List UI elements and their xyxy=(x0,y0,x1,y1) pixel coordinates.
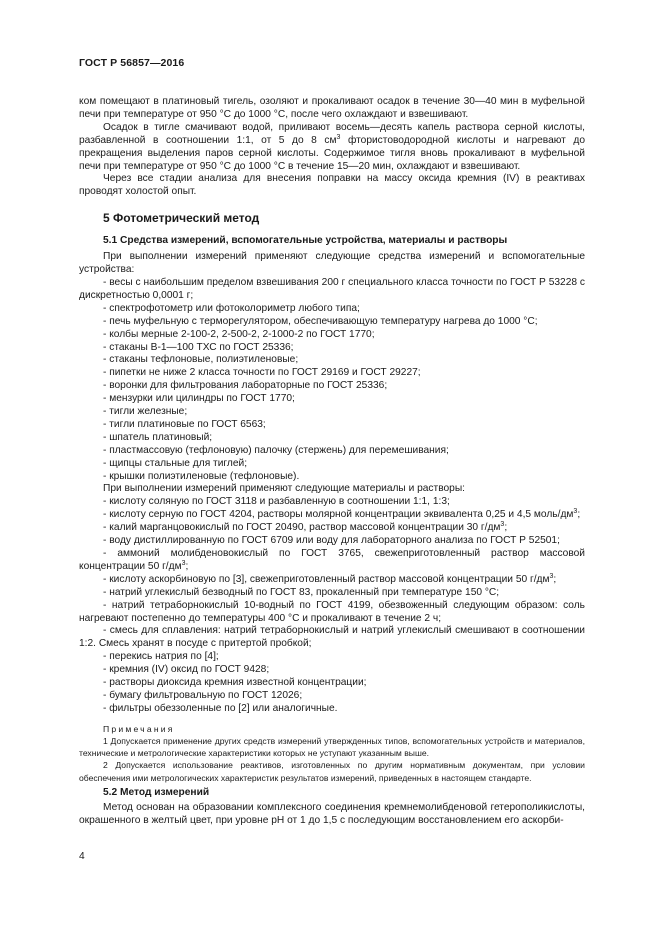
intro-paragraph-3: Через все стадии анализа для внесения поправки на массу оксида кремния (IV) в реактивах проводят холостой опыт. xyxy=(79,173,585,198)
device-item: - мензурки или цилиндры по ГОСТ 1770; xyxy=(103,393,295,405)
devices-intro: При выполнении измерений применяют следующие средства измерений и вспомогательные устройства: xyxy=(79,251,585,276)
notes-title: Примечания xyxy=(103,723,175,734)
device-item: - печь муфельную с терморегулятором, обеспечивающую температуру нагрева до 1000 °С; xyxy=(103,315,538,327)
material-item: - воду дистиллированную по ГОСТ 6709 или воду для лабораторного анализа по ГОСТ Р 52501; xyxy=(103,535,560,547)
material-item: - бумагу фильтровальную по ГОСТ 12026; xyxy=(103,689,303,701)
intro-paragraph-2: Осадок в тигле смачивают водой, приливают восемь—десять капель раствора серной кислоты, разбавленной в соотношении 1:1, от 5 до 8 $см^3$ фтористоводородной кислоты и нагревают до прекращения выделения паров серной кислоты. Содержимое тигля вновь прокаливают в муфельной печи при температуре от 950 °С до 1000 °С в течение 15—20 мин, охлаждают и взвешивают. xyxy=(79,121,585,172)
device-item: - стаканы В-1—100 ТХС по ГОСТ 25336; xyxy=(103,341,294,353)
material-item: - растворы диоксида кремния известной концентрации; xyxy=(103,677,367,689)
material-item: - калий марганцовокислый по ГОСТ 20490, раствор массовой концентрации 30 $г/дм^3$; xyxy=(103,521,508,534)
material-item: - натрий углекислый безводный по ГОСТ 83, прокаленный при температуре 150 °С; xyxy=(103,586,500,598)
section-5-title: 5 Фотометрический метод xyxy=(103,211,260,226)
page-number: 4 xyxy=(79,851,85,862)
device-item: - шпатель платиновый; xyxy=(103,431,213,443)
page-content xyxy=(79,96,585,828)
device-item: - колбы мерные 2-100-2, 2-500-2, 2-1000-2 по ГОСТ 1770; xyxy=(103,328,375,340)
device-item: - пипетки не ниже 2 класса точности по ГОСТ 29169 и ГОСТ 29227; xyxy=(103,367,421,379)
notes-block xyxy=(79,723,585,784)
device-item: - воронки для фильтрования лабораторные по ГОСТ 25336; xyxy=(103,380,388,392)
material-item: - перекись натрия по [4]; xyxy=(103,651,219,663)
intro-paragraph-1: ком помещают в платиновый тигель, озоляют и прокаливают осадок в течение 30—40 мин в муфельной печи при температуре от 950 °С до 1000 °С, после чего охлаждают и взвешивают. xyxy=(79,96,585,120)
materials-intro: При выполнении измерений применяют следующие материалы и растворы: xyxy=(103,483,465,495)
material-item: - натрий тетраборнокислый 10-водный по ГОСТ 4199, обезвоженный следующим образом: соль нагревают постепенно до температуры 400 °С и прокаливают в течение 2 ч; xyxy=(79,599,585,624)
section-5-2-title: 5.2 Метод измерений xyxy=(103,786,210,798)
document-header: ГОСТ Р 56857—2016 xyxy=(79,57,185,69)
device-item: - весы с наибольшим пределом взвешивания 200 г специального класса точности по ГОСТ Р 53228 с дискретностью 0,0001 г; xyxy=(79,276,585,301)
note-1: 1 Допускается применение других средств измерений утвержденных типов, вспомогательных устройств и материалов, технические и метрологические характеристики которых не уступают указанным выше. xyxy=(79,735,585,759)
section-5-2-text: Метод основан на образовании комплексного соединения кремнемолибденовой гетерополикислоты, окрашенного в желтый цвет, при уровне рН от 1 до 1,5 с последующим восстановлением его аскорби- xyxy=(79,801,585,826)
device-item: - крышки полиэтиленовые (тефлоновые). xyxy=(103,470,300,482)
material-item: - аммоний молибденовокислый по ГОСТ 3765, свежеприготовленный раствор массовой концентрации 50 $г/дм^3$; xyxy=(79,548,585,572)
material-item: - кислоту серную по ГОСТ 4204, растворы молярной концентрации эквивалента 0,25 и 4,5 моль/$дм^3$; xyxy=(103,508,581,521)
material-item: - кремния (IV) оксид по ГОСТ 9428; xyxy=(103,664,270,676)
device-item: - тигли железные; xyxy=(103,406,188,418)
section-5-1-title: 5.1 Средства измерений, вспомогательные устройства, материалы и растворы xyxy=(103,235,508,247)
device-item: - щипцы стальные для тиглей; xyxy=(103,457,248,469)
material-item: - кислоту аскорбиновую по [3], свежеприготовленный раствор массовой концентрации 50 $г/дм^3$; xyxy=(103,572,557,585)
material-item: - фильтры обеззоленные по [2] или аналогичные. xyxy=(103,702,338,714)
device-item: - пластмассовую (тефлоновую) палочку (стержень) для перемешивания; xyxy=(103,444,449,456)
note-2: 2 Допускается использование реактивов, изготовленных по другим нормативным документам, при условии обеспечения ими метрологических характеристик результатов измерений, приведенных в настоящем стандарте. xyxy=(79,760,585,783)
device-item: - стаканы тефлоновые, полиэтиленовые; xyxy=(103,354,299,366)
material-item: - смесь для сплавления: натрий тетраборнокислый и натрий углекислый смешивают в соотношении 1:2. Смесь хранят в посуде с притертой пробкой; xyxy=(79,625,585,650)
device-item: - спектрофотометр или фотоколориметр любого типа; xyxy=(103,302,360,314)
device-item: - тигли платиновые по ГОСТ 6563; xyxy=(103,418,266,430)
material-item: - кислоту соляную по ГОСТ 3118 и разбавленную в соотношении 1:1, 1:3; xyxy=(103,496,450,508)
